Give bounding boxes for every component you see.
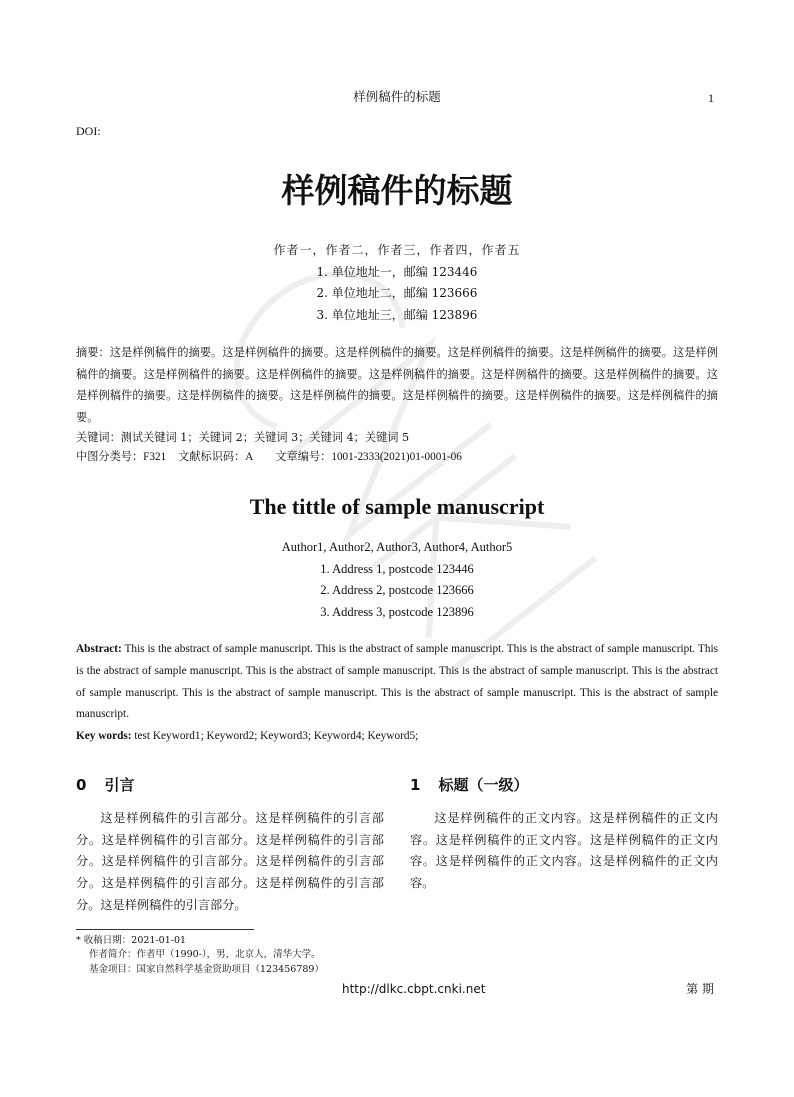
page-title: 样例稿件的标题 <box>281 171 513 210</box>
section-title: 引言 <box>104 775 135 794</box>
section-heading-intro <box>76 774 384 796</box>
affiliation-en: 2. Address 2, postcode 123666 <box>320 583 474 597</box>
abstract-text: 这是样例稿件的摘要。这是样例稿件的摘要。这是样例稿件的摘要。这是样例稿件的摘要。这是样例稿件的摘要。这是样例稿件的摘要。这是样例稿件的摘要。这是样例稿件的摘要。这是样例稿件的摘要。这是样例稿件的摘要。这是样例稿件的摘要。这是样例稿件的摘要。这是样例稿件的摘要。这是样例稿件的摘要。这是样例稿件的摘要。这是样例稿件的摘要。这是样例稿件的摘要。 <box>76 346 718 424</box>
footer-issue: 第 期 <box>686 982 714 996</box>
section-number: 1 <box>410 775 421 794</box>
page-footer <box>76 981 718 997</box>
footnote-fund <box>76 963 718 978</box>
footnote-received <box>76 934 718 949</box>
footnote-bio <box>76 948 718 963</box>
section-number: 0 <box>76 775 87 794</box>
fund-text: 国家自然科学基金资助项目（123456789） <box>136 963 324 975</box>
clc-value: F321 <box>143 451 167 463</box>
page-number: 1 <box>708 91 714 105</box>
footnote-marker: * <box>76 934 81 946</box>
affiliation-en: 1. Address 1, postcode 123446 <box>320 561 474 576</box>
article-number-label: 文章编号： <box>275 450 332 463</box>
doc-code-label: 文献标识码： <box>178 450 246 463</box>
footnote-divider <box>76 929 254 930</box>
right-column <box>410 774 718 917</box>
section-heading-1 <box>410 774 718 796</box>
keywords-label: 关键词： <box>76 431 121 444</box>
keywords-text: 测试关键词 1；关键词 2；关键词 3；关键词 4；关键词 5 <box>120 431 410 444</box>
doc-code-value: A <box>245 451 254 463</box>
keywords-en <box>76 726 718 748</box>
affiliation: 1. 单位地址一，邮编 123446 <box>316 264 478 279</box>
abstract-label: 摘要： <box>76 346 110 359</box>
running-title: 样例稿件的标题 <box>353 89 441 104</box>
left-column <box>76 774 384 917</box>
authors-en: Author1, Author2, Author3, Author4, Author5 <box>281 540 513 554</box>
received-label: 收稿日期： <box>83 934 132 946</box>
classification-line <box>76 447 718 467</box>
two-column-body <box>76 774 718 917</box>
keywords-en-text: test Keyword1; Keyword2; Keyword3; Keyword4; Keyword5; <box>134 730 419 743</box>
section-body-1: 这是样例稿件的正文内容。这是样例稿件的正文内容。这是样例稿件的正文内容。这是样例稿件的正文内容。这是样例稿件的正文内容。这是样例稿件的正文内容。 <box>410 810 718 891</box>
received-date: 2021-01-01 <box>131 934 187 946</box>
clc-label: 中图分类号： <box>76 450 144 463</box>
keywords-en-label: Key words: <box>76 730 132 743</box>
fund-label: 基金项目： <box>89 963 137 975</box>
doi-label: DOI: <box>76 124 101 138</box>
abstract-en <box>76 639 718 726</box>
bio-label: 作者简介： <box>89 949 137 960</box>
abstract-cn <box>76 342 718 428</box>
section-body-intro: 这是样例稿件的引言部分。这是样例稿件的引言部分。这是样例稿件的引言部分。这是样例稿件的引言部分。这是样例稿件的引言部分。这是样例稿件的引言部分。这是样例稿件的引言部分。这是样例稿件的引言部分。这是样例稿件的引言部分。 <box>76 810 384 912</box>
affiliation-en: 3. Address 3, postcode 123896 <box>320 604 474 619</box>
affiliation: 2. 单位地址二，邮编 123666 <box>316 286 478 300</box>
abstract-en-text: This is the abstract of sample manuscript. This is the abstract of sample manuscript. This is the abstract of sample manuscript. This is the abstract of sample manuscript. This is the abstract of sample manuscript. This is the abstract of sample manuscript. This is the abstract of sample manuscript. This is the abstract of sample manuscript. This is the abstract of sample manuscript. This is the abstract of sample manuscript. <box>76 643 718 721</box>
abstract-en-label: Abstract: <box>76 643 122 655</box>
article-number-value: 1001-2333(2021)01-0001-06 <box>331 451 462 463</box>
running-header <box>76 89 718 105</box>
bio-text: 作者甲（1990-），男，北京人，清华大学。 <box>136 949 321 960</box>
english-title: The tittle of sample manuscript <box>249 494 545 519</box>
affiliation: 3. 单位地址三，邮编 123896 <box>316 307 478 322</box>
section-title: 标题（一级） <box>438 775 529 794</box>
keywords-cn <box>76 428 718 447</box>
footer-url[interactable]: http://dlkc.cbpt.cnki.net <box>342 982 486 996</box>
authors: 作者一，作者二，作者三，作者四，作者五 <box>273 243 521 257</box>
